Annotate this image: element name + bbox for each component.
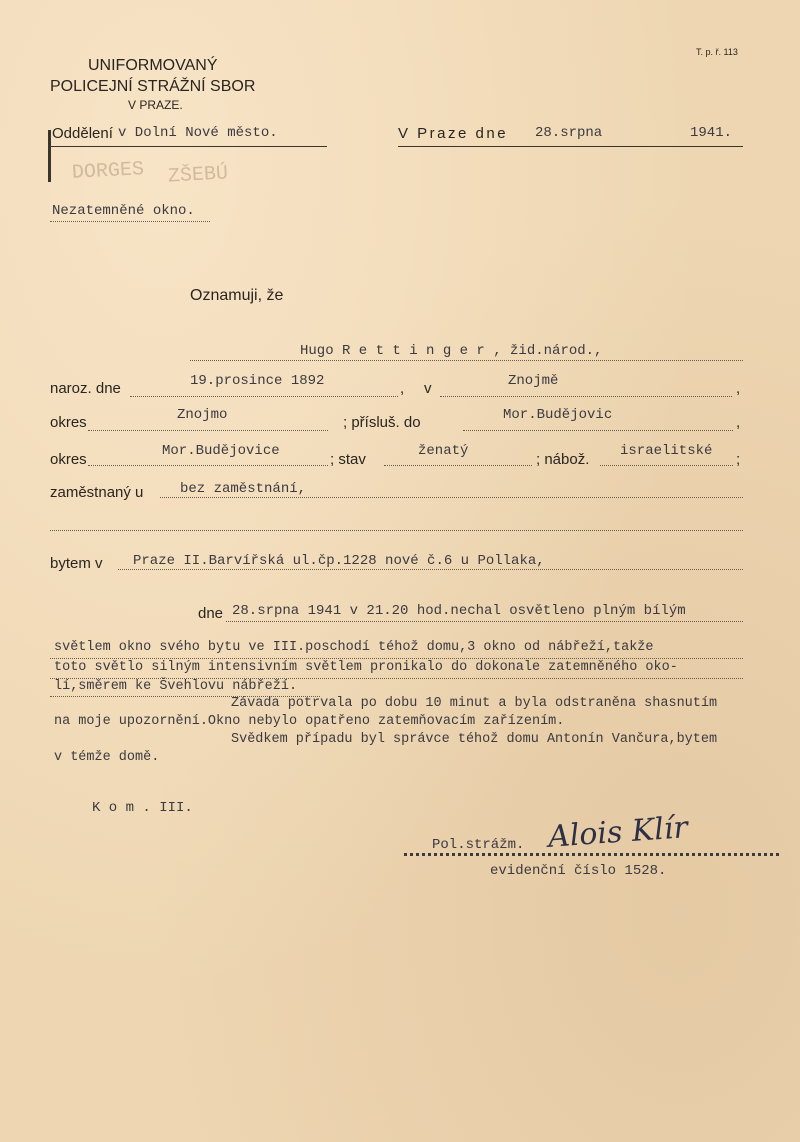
- employed-value: bez zaměstnání,: [180, 481, 307, 497]
- residence-label: bytem v: [50, 555, 103, 572]
- year-value: 1941.: [690, 125, 733, 141]
- department-underline: [50, 146, 327, 147]
- domicile-label: ; přísluš. do: [343, 414, 421, 431]
- kom-reference: K o m . III.: [92, 800, 193, 816]
- born-place-value: Znojmě: [508, 373, 559, 389]
- employed-label: zaměstnaný u: [50, 484, 144, 501]
- district-value: Znojmo: [177, 407, 228, 423]
- place-date-label: V Praze dne: [398, 125, 509, 142]
- district2-label: okres: [50, 451, 87, 468]
- body-line-1: 28.srpna 1941 v 21.20 hod.nechal osvětleno plným bílým: [232, 603, 686, 619]
- body-line-2-rule: [50, 658, 743, 659]
- person-name: Hugo R e t t i n g e r , žid.národ.,: [300, 343, 603, 359]
- officer-label: Pol.strážm.: [432, 837, 525, 853]
- date-value: 28.srpna: [535, 125, 603, 141]
- intro: Oznamuji, že: [190, 287, 284, 304]
- date-underline: [398, 146, 743, 147]
- department-label: Oddělení: [52, 125, 113, 142]
- status-label: ; stav: [330, 451, 366, 468]
- department-value: v Dolní Nové město.: [118, 125, 278, 141]
- born-comma: ,: [400, 380, 405, 397]
- body-line-8: v témže domě.: [54, 750, 160, 765]
- religion-semicolon: ;: [736, 451, 741, 468]
- subject: Nezatemněné okno.: [52, 203, 195, 219]
- faint-stamp-2: ZŠEBÚ: [167, 162, 229, 189]
- district-line: [88, 430, 328, 431]
- status-value: ženatý: [418, 443, 469, 459]
- born-value: 19.prosince 1892: [190, 373, 325, 389]
- stamp-mark: [48, 130, 51, 182]
- born-place-comma: ,: [736, 380, 741, 397]
- religion-line: [600, 465, 733, 466]
- district2-value: Mor.Budějovice: [162, 443, 280, 459]
- born-place-line: [440, 396, 732, 397]
- residence-value: Praze II.Barvířská ul.čp.1228 nové č.6 u Pollaka,: [133, 553, 545, 569]
- evidence-number: evidenční číslo 1528.: [490, 863, 667, 879]
- faint-stamp-1: DORGES: [71, 158, 145, 185]
- signature-dots: [404, 853, 779, 856]
- org-line-1: UNIFORMOVANÝ: [88, 57, 218, 74]
- body-line-3: toto světlo silným intensivním světlem pronikalo do dokonale zatemněného oko-: [54, 660, 678, 675]
- org-line-3: V PRAZE.: [128, 98, 183, 112]
- blank-line: [50, 530, 743, 531]
- body-line-7: Svědkem případu byl správce téhož domu Antonín Vančura,bytem: [231, 732, 718, 747]
- domicile-comma: ,: [736, 414, 741, 431]
- employed-line: [160, 497, 743, 498]
- religion-value: israelitské: [620, 443, 713, 459]
- body-dne-label: dne: [198, 605, 224, 622]
- religion-label: ; nábož.: [536, 451, 590, 468]
- born-line: [130, 396, 398, 397]
- domicile-line: [463, 430, 733, 431]
- body-line-5: Závada potrvala po dobu 10 minut a byla odstraněna shasnutím: [231, 696, 718, 711]
- born-label: naroz. dne: [50, 380, 121, 397]
- domicile-value: Mor.Budějovic: [503, 407, 613, 423]
- district-label: okres: [50, 414, 87, 431]
- body-line-4: lí,směrem ke Švehlovu nábřeží.: [54, 679, 298, 694]
- status-line: [384, 465, 532, 466]
- officer-signature: Alois Klír: [546, 810, 689, 855]
- body-line-2: světlem okno svého bytu ve III.poschodí téhož domu,3 okno od nábřeží,takže: [54, 640, 654, 655]
- subject-underline: [50, 221, 210, 222]
- residence-line: [118, 569, 743, 570]
- born-place-label: v: [424, 380, 432, 397]
- org-line-2: POLICEJNÍ STRÁŽNÍ SBOR: [50, 78, 256, 95]
- body-line-1-rule: [226, 621, 743, 622]
- name-line: [190, 360, 743, 361]
- form-code: T. p. ř. 113: [696, 47, 738, 57]
- body-line-6: na moje upozornění.Okno nebylo opatřeno zatemňovacím zařízením.: [54, 714, 565, 729]
- district2-line: [88, 465, 328, 466]
